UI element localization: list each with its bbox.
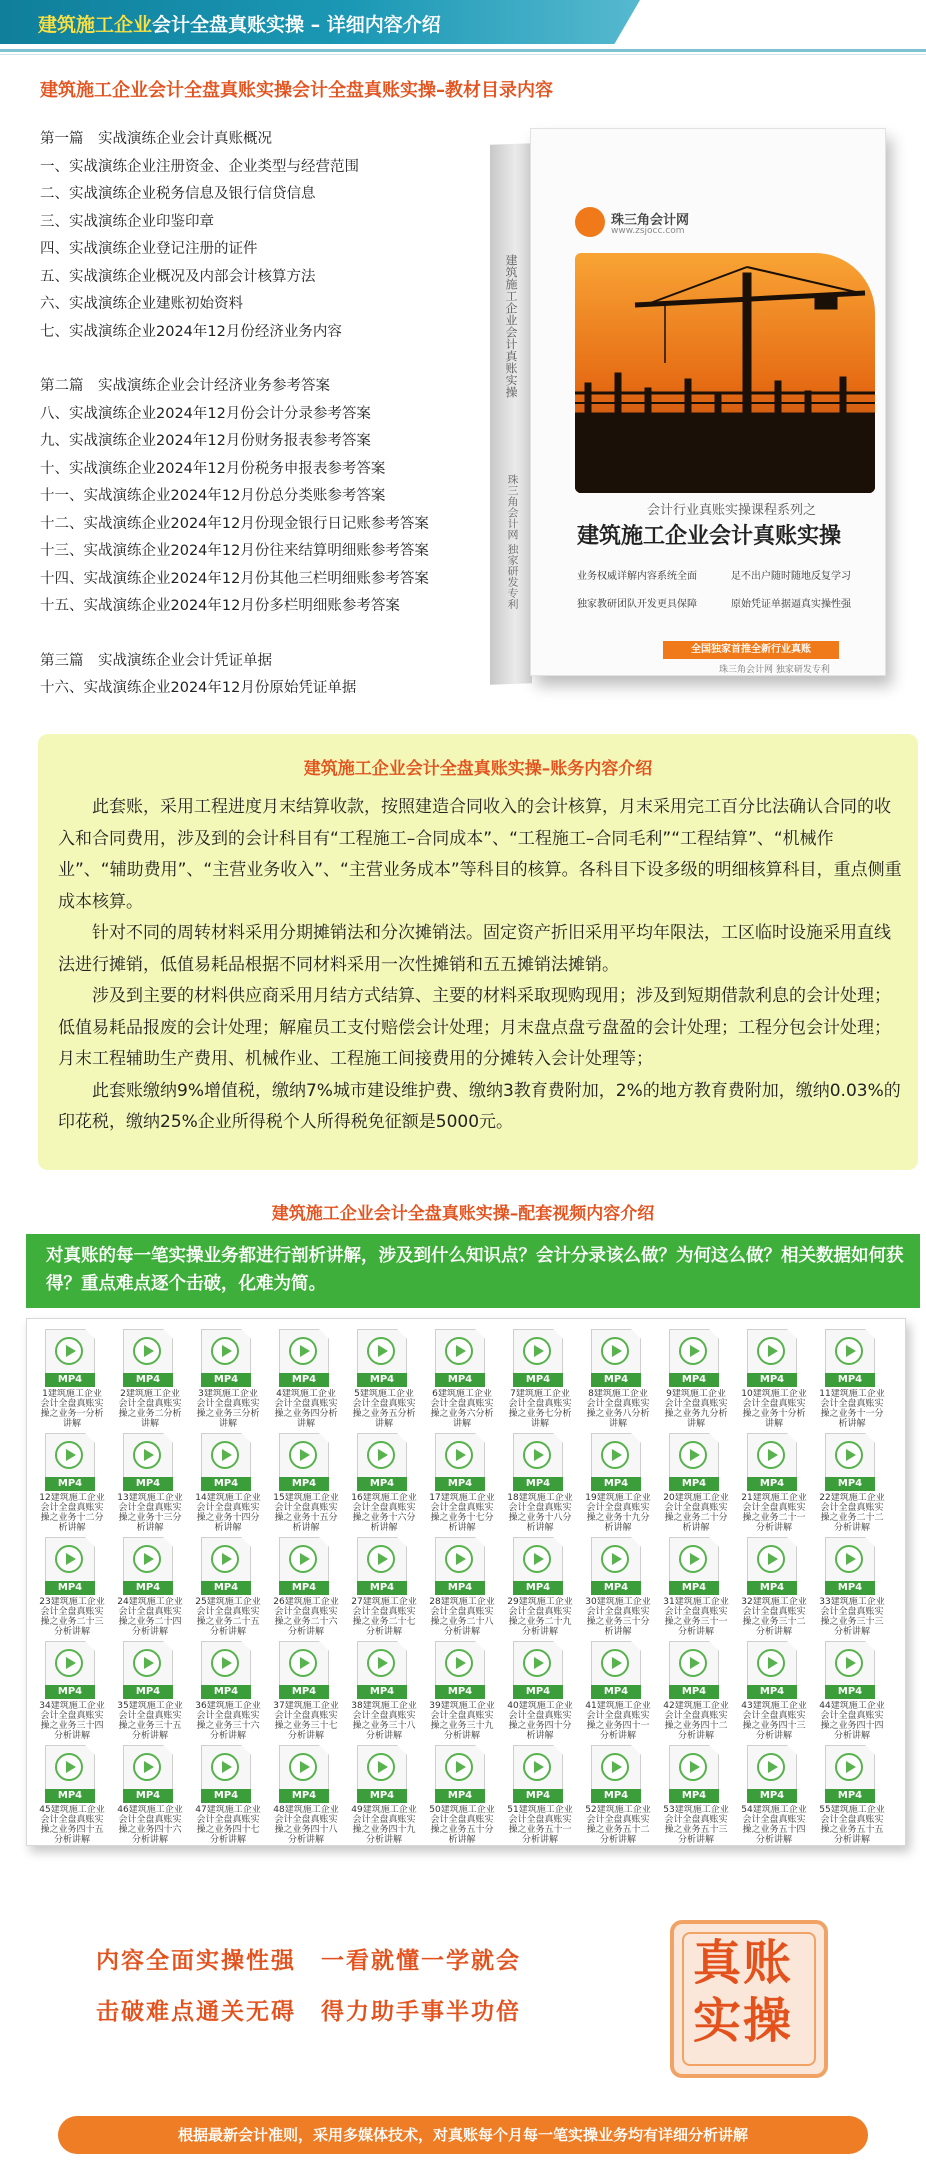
video-file-item[interactable] xyxy=(345,1433,423,1537)
file-type-tag: MP4 xyxy=(357,1789,407,1803)
video-file-name: 25建筑施工企业会计全盘真账实操之业务二十五分析讲解 xyxy=(195,1597,261,1637)
video-file-name: 43建筑施工企业会计全盘真账实操之业务四十三分析讲解 xyxy=(741,1701,807,1741)
file-type-tag: MP4 xyxy=(435,1477,485,1491)
video-file-name: 46建筑施工企业会计全盘真账实操之业务四十六分析讲解 xyxy=(117,1805,183,1845)
video-file-item[interactable] xyxy=(501,1641,579,1745)
video-file-name: 47建筑施工企业会计全盘真账实操之业务四十七分析讲解 xyxy=(195,1805,261,1845)
video-file-item[interactable] xyxy=(423,1745,501,1849)
video-file-name: 18建筑施工企业会计全盘真账实操之业务十八分析讲解 xyxy=(507,1493,573,1533)
video-file-item[interactable] xyxy=(735,1433,813,1537)
play-icon xyxy=(757,1753,785,1781)
video-file-name: 33建筑施工企业会计全盘真账实操之业务三十三分析讲解 xyxy=(819,1597,885,1637)
video-file-name: 26建筑施工企业会计全盘真账实操之业务二十六分析讲解 xyxy=(273,1597,339,1637)
video-file-name: 34建筑施工企业会计全盘真账实操之业务三十四分析讲解 xyxy=(39,1701,105,1741)
file-type-tag: MP4 xyxy=(435,1685,485,1699)
file-type-tag: MP4 xyxy=(513,1789,563,1803)
video-file-name: 20建筑施工企业会计全盘真账实操之业务二十分析讲解 xyxy=(663,1493,729,1533)
video-file-item[interactable] xyxy=(267,1433,345,1537)
page-header xyxy=(0,0,926,56)
spine-title: 建筑施工企业会计真账实操 xyxy=(504,253,518,399)
toc-part-heading: 第三篇 实战演练企业会计凭证单据 xyxy=(40,652,272,669)
play-icon xyxy=(55,1545,83,1573)
toc-item: 十、实战演练企业2024年12月份税务申报表参考答案 xyxy=(40,460,386,477)
play-icon xyxy=(367,1753,395,1781)
video-file-item[interactable] xyxy=(267,1537,345,1641)
file-type-tag: MP4 xyxy=(591,1477,641,1491)
file-type-tag: MP4 xyxy=(825,1477,875,1491)
bottom-banner xyxy=(58,2116,868,2154)
video-file-name: 55建筑施工企业会计全盘真账实操之业务五十五分析讲解 xyxy=(819,1805,885,1845)
play-icon xyxy=(211,1337,239,1365)
toc-item: 十二、实战演练企业2024年12月份现金银行日记账参考答案 xyxy=(40,515,429,532)
video-file-name: 14建筑施工企业会计全盘真账实操之业务十四分析讲解 xyxy=(195,1493,261,1533)
video-file-name: 39建筑施工企业会计全盘真账实操之业务三十九分析讲解 xyxy=(429,1701,495,1741)
play-icon xyxy=(445,1441,473,1469)
play-icon xyxy=(523,1649,551,1677)
video-file-item[interactable] xyxy=(657,1745,735,1849)
video-file-item[interactable] xyxy=(345,1641,423,1745)
video-file-name: 49建筑施工企业会计全盘真账实操之业务四十九分析讲解 xyxy=(351,1805,417,1845)
file-type-tag: MP4 xyxy=(825,1373,875,1387)
play-icon xyxy=(679,1545,707,1573)
play-icon xyxy=(133,1753,161,1781)
file-type-tag: MP4 xyxy=(669,1373,719,1387)
video-file-name: 4建筑施工企业会计全盘真账实操之业务四分析讲解 xyxy=(274,1389,338,1429)
toc-item: 十四、实战演练企业2024年12月份其他三栏明细账参考答案 xyxy=(40,570,429,587)
file-type-tag: MP4 xyxy=(357,1685,407,1699)
video-file-item[interactable] xyxy=(501,1537,579,1641)
video-file-name: 7建筑施工企业会计全盘真账实操之业务七分析讲解 xyxy=(508,1389,572,1429)
video-file-item[interactable] xyxy=(813,1537,891,1641)
video-file-name: 32建筑施工企业会计全盘真账实操之业务三十二分析讲解 xyxy=(741,1597,807,1637)
slogan-line-1: 内容全面实操性强 一看就懂一学就会 xyxy=(96,1948,521,1974)
video-file-name: 10建筑施工企业会计全盘真账实操之业务十分析讲解 xyxy=(741,1389,807,1429)
video-file-item[interactable] xyxy=(579,1641,657,1745)
play-icon xyxy=(835,1337,863,1365)
file-type-tag: MP4 xyxy=(513,1685,563,1699)
play-icon xyxy=(289,1753,317,1781)
video-file-item[interactable] xyxy=(33,1745,111,1849)
toc-item: 十一、实战演练企业2024年12月份总分类账参考答案 xyxy=(40,488,386,504)
file-type-tag: MP4 xyxy=(357,1373,407,1387)
play-icon xyxy=(601,1545,629,1573)
file-type-tag: MP4 xyxy=(747,1685,797,1699)
toc-item: 四、实战演练企业登记注册的证件 xyxy=(40,241,258,257)
video-file-name: 2建筑施工企业会计全盘真账实操之业务二分析讲解 xyxy=(118,1389,182,1429)
play-icon xyxy=(523,1441,551,1469)
toc-gap xyxy=(40,346,480,373)
video-file-item[interactable] xyxy=(267,1641,345,1745)
video-file-item[interactable] xyxy=(657,1329,735,1433)
toc-section-title: 建筑施工企业会计全盘真账实操会计全盘真账实操–教材目录内容 xyxy=(40,80,553,101)
header-title xyxy=(38,10,441,37)
video-file-item[interactable] xyxy=(345,1329,423,1433)
header-title-accent: 建筑施工企业 xyxy=(38,14,153,36)
video-file-name: 9建筑施工企业会计全盘真账实操之业务九分析讲解 xyxy=(664,1389,728,1429)
file-type-tag: MP4 xyxy=(357,1581,407,1595)
play-icon xyxy=(757,1441,785,1469)
file-type-tag: MP4 xyxy=(279,1685,329,1699)
play-icon xyxy=(523,1753,551,1781)
play-icon xyxy=(133,1649,161,1677)
logo-name: 珠三角会计网 xyxy=(611,213,690,228)
video-file-item[interactable] xyxy=(735,1329,813,1433)
video-file-name: 40建筑施工企业会计全盘真账实操之业务四十分析讲解 xyxy=(507,1701,573,1741)
play-icon xyxy=(601,1337,629,1365)
video-file-name: 28建筑施工企业会计全盘真账实操之业务二十八分析讲解 xyxy=(429,1597,495,1637)
book-feature: 业务权威详解内容系统全面 xyxy=(577,571,697,582)
video-file-item[interactable] xyxy=(579,1329,657,1433)
video-file-item[interactable] xyxy=(579,1433,657,1537)
file-type-tag: MP4 xyxy=(357,1477,407,1491)
file-type-tag: MP4 xyxy=(201,1477,251,1491)
spine-brand: 珠三角会计网 独家研发专利 xyxy=(506,473,519,610)
video-file-item[interactable] xyxy=(735,1745,813,1849)
header-title-rest: 会计全盘真账实操 – 详细内容介绍 xyxy=(152,14,441,36)
file-type-tag: MP4 xyxy=(747,1477,797,1491)
file-type-tag: MP4 xyxy=(279,1373,329,1387)
book-cover xyxy=(530,128,886,676)
video-file-item[interactable] xyxy=(111,1329,189,1433)
video-file-name: 48建筑施工企业会计全盘真账实操之业务四十八分析讲解 xyxy=(273,1805,339,1845)
toc-item: 三、实战演练企业印鉴印章 xyxy=(40,213,214,230)
stamp-text: 真账实操 xyxy=(692,1935,793,2049)
video-file-item[interactable] xyxy=(189,1537,267,1641)
file-type-tag: MP4 xyxy=(513,1373,563,1387)
video-file-name: 29建筑施工企业会计全盘真账实操之业务二十九分析讲解 xyxy=(507,1597,573,1637)
toc-part-heading: 第一篇 实战演练企业会计真账概况 xyxy=(40,131,272,147)
play-icon xyxy=(289,1441,317,1469)
video-file-item[interactable] xyxy=(657,1537,735,1641)
play-icon xyxy=(55,1441,83,1469)
video-file-name: 44建筑施工企业会计全盘真账实操之业务四十四分析讲解 xyxy=(819,1701,885,1741)
video-file-name: 53建筑施工企业会计全盘真账实操之业务五十三分析讲解 xyxy=(663,1805,729,1845)
play-icon xyxy=(835,1545,863,1573)
file-type-tag: MP4 xyxy=(825,1685,875,1699)
play-icon xyxy=(55,1753,83,1781)
play-icon xyxy=(367,1649,395,1677)
video-file-item[interactable] xyxy=(501,1745,579,1849)
video-file-name: 42建筑施工企业会计全盘真账实操之业务四十二分析讲解 xyxy=(663,1701,729,1741)
book-feature: 独家教研团队开发更具保障 xyxy=(577,599,697,610)
play-icon xyxy=(55,1649,83,1677)
book-illustration xyxy=(490,128,890,686)
book-feature: 原始凭证单据逼真实操性强 xyxy=(731,599,851,610)
file-type-tag: MP4 xyxy=(591,1789,641,1803)
video-file-name: 45建筑施工企业会计全盘真账实操之业务四十五分析讲解 xyxy=(39,1805,105,1845)
file-type-tag: MP4 xyxy=(435,1581,485,1595)
video-file-name: 21建筑施工企业会计全盘真账实操之业务二十一分析讲解 xyxy=(741,1493,807,1533)
video-file-name: 11建筑施工企业会计全盘真账实操之业务十一分析讲解 xyxy=(819,1389,885,1429)
play-icon xyxy=(211,1545,239,1573)
toc-part-heading: 第二篇 实战演练企业会计经济业务参考答案 xyxy=(40,378,330,394)
video-file-name: 38建筑施工企业会计全盘真账实操之业务三十八分析讲解 xyxy=(351,1701,417,1741)
file-type-tag: MP4 xyxy=(279,1477,329,1491)
video-file-name: 30建筑施工企业会计全盘真账实操之业务三十分析讲解 xyxy=(585,1597,651,1637)
video-file-name: 6建筑施工企业会计全盘真账实操之业务六分析讲解 xyxy=(430,1389,494,1429)
play-icon xyxy=(679,1649,707,1677)
play-icon xyxy=(835,1753,863,1781)
video-file-item[interactable] xyxy=(345,1745,423,1849)
video-file-item[interactable] xyxy=(189,1329,267,1433)
video-file-name: 36建筑施工企业会计全盘真账实操之业务三十六分析讲解 xyxy=(195,1701,261,1741)
play-icon xyxy=(679,1337,707,1365)
account-intro-body xyxy=(58,792,902,1139)
video-file-item[interactable] xyxy=(423,1433,501,1537)
file-type-tag: MP4 xyxy=(591,1685,641,1699)
video-file-item[interactable] xyxy=(111,1537,189,1641)
toc-gap xyxy=(40,621,480,648)
file-type-tag: MP4 xyxy=(45,1685,95,1699)
play-icon xyxy=(445,1753,473,1781)
file-type-tag: MP4 xyxy=(123,1581,173,1595)
file-type-tag: MP4 xyxy=(279,1581,329,1595)
video-file-name: 23建筑施工企业会计全盘真账实操之业务二十三分析讲解 xyxy=(39,1597,105,1637)
crane-silhouette-icon xyxy=(575,253,875,493)
file-type-tag: MP4 xyxy=(513,1477,563,1491)
video-file-name: 13建筑施工企业会计全盘真账实操之业务十三分析讲解 xyxy=(117,1493,183,1533)
video-file-name: 52建筑施工企业会计全盘真账实操之业务五十二分析讲解 xyxy=(585,1805,651,1845)
video-file-name: 17建筑施工企业会计全盘真账实操之业务十七分析讲解 xyxy=(429,1493,495,1533)
toc-item: 十五、实战演练企业2024年12月份多栏明细账参考答案 xyxy=(40,598,400,614)
account-intro-title: 建筑施工企业会计全盘真账实操–账务内容介绍 xyxy=(303,759,653,779)
video-file-item[interactable] xyxy=(33,1641,111,1745)
video-file-item[interactable] xyxy=(267,1745,345,1849)
video-file-name: 50建筑施工企业会计全盘真账实操之业务五十分析讲解 xyxy=(429,1805,495,1845)
file-type-tag: MP4 xyxy=(669,1581,719,1595)
file-type-tag: MP4 xyxy=(123,1685,173,1699)
table-of-contents xyxy=(40,126,480,703)
video-file-item[interactable] xyxy=(813,1329,891,1433)
file-type-tag: MP4 xyxy=(747,1373,797,1387)
toc-item: 五、实战演练企业概况及内部会计核算方法 xyxy=(40,268,316,285)
video-file-item[interactable] xyxy=(33,1433,111,1537)
video-file-item[interactable] xyxy=(33,1329,111,1433)
play-icon xyxy=(133,1337,161,1365)
video-file-item[interactable] xyxy=(657,1641,735,1745)
file-type-tag: MP4 xyxy=(669,1477,719,1491)
video-file-item[interactable] xyxy=(345,1537,423,1641)
video-file-item[interactable] xyxy=(423,1537,501,1641)
video-file-name: 37建筑施工企业会计全盘真账实操之业务三十七分析讲解 xyxy=(273,1701,339,1741)
file-type-tag: MP4 xyxy=(45,1477,95,1491)
play-icon xyxy=(367,1545,395,1573)
file-type-tag: MP4 xyxy=(435,1373,485,1387)
book-feature: 足不出户随时随地反复学习 xyxy=(731,571,851,582)
video-file-name: 15建筑施工企业会计全盘真账实操之业务十五分析讲解 xyxy=(273,1493,339,1533)
video-file-name: 35建筑施工企业会计全盘真账实操之业务三十五分析讲解 xyxy=(117,1701,183,1741)
file-type-tag: MP4 xyxy=(669,1789,719,1803)
video-file-name: 22建筑施工企业会计全盘真账实操之业务二十二分析讲解 xyxy=(819,1493,885,1533)
file-type-tag: MP4 xyxy=(123,1373,173,1387)
book-feature-bar: 全国独家首推全新行业真账 xyxy=(663,641,839,659)
logo-url: www.zsjocc.com xyxy=(611,226,685,236)
video-file-name: 51建筑施工企业会计全盘真账实操之业务五十一分析讲解 xyxy=(507,1805,573,1845)
play-icon xyxy=(757,1649,785,1677)
video-file-name: 12建筑施工企业会计全盘真账实操之业务十二分析讲解 xyxy=(39,1493,105,1533)
file-type-tag: MP4 xyxy=(201,1581,251,1595)
video-file-item[interactable] xyxy=(111,1745,189,1849)
video-file-item[interactable] xyxy=(189,1745,267,1849)
play-icon xyxy=(445,1545,473,1573)
play-icon xyxy=(835,1649,863,1677)
play-icon xyxy=(757,1337,785,1365)
video-file-item[interactable] xyxy=(735,1537,813,1641)
video-intro-banner xyxy=(26,1234,920,1308)
video-file-item[interactable] xyxy=(501,1329,579,1433)
video-file-name: 8建筑施工企业会计全盘真账实操之业务八分析讲解 xyxy=(586,1389,650,1429)
file-type-tag: MP4 xyxy=(825,1789,875,1803)
header-divider xyxy=(0,49,926,52)
play-icon xyxy=(211,1649,239,1677)
video-file-item[interactable] xyxy=(735,1641,813,1745)
play-icon xyxy=(523,1337,551,1365)
account-intro-panel xyxy=(38,734,918,1170)
video-file-item[interactable] xyxy=(111,1641,189,1745)
file-type-tag: MP4 xyxy=(123,1789,173,1803)
file-type-tag: MP4 xyxy=(747,1581,797,1595)
video-file-name: 41建筑施工企业会计全盘真账实操之业务四十一分析讲解 xyxy=(585,1701,651,1741)
play-icon xyxy=(367,1337,395,1365)
video-file-panel xyxy=(26,1318,906,1846)
file-type-tag: MP4 xyxy=(513,1581,563,1595)
header-divider-thin xyxy=(0,54,926,55)
bottom-banner-text: 根据最新会计准则，采用多媒体技术，对真账每个月每一笔实操业务均有详细分析讲解 xyxy=(177,2126,748,2144)
play-icon xyxy=(757,1545,785,1573)
file-type-tag: MP4 xyxy=(201,1789,251,1803)
video-file-name: 3建筑施工企业会计全盘真账实操之业务三分析讲解 xyxy=(196,1389,260,1429)
toc-item: 七、实战演练企业2024年12月份经济业务内容 xyxy=(40,323,342,340)
file-type-tag: MP4 xyxy=(591,1581,641,1595)
video-file-item[interactable] xyxy=(33,1537,111,1641)
video-file-name: 24建筑施工企业会计全盘真账实操之业务二十四分析讲解 xyxy=(117,1597,183,1637)
intro-paragraph: 此套账缴纳9%增值税，缴纳7%城市建设维护费、缴纳3教育费附加，2%的地方教育费附加，缴纳0.03%的印花税，缴纳25%企业所得税个人所得税免征额是5000元。 xyxy=(58,1080,901,1132)
play-icon xyxy=(679,1753,707,1781)
play-icon xyxy=(445,1649,473,1677)
book-spine xyxy=(490,143,532,684)
toc-item: 一、实战演练企业注册资金、企业类型与经营范围 xyxy=(40,158,359,175)
intro-paragraph: 涉及到主要的材料供应商采用月结方式结算、主要的材料采取现购现用；涉及到短期借款利息的会计处理；低值易耗品报废的会计处理；解雇员工支付赔偿会计处理；月末盘点盘亏盘盈的会计处理；工程分包会计处理；月末工程辅助生产费用、机械作业、工程施工间接费用的分摊转入会计处理等； xyxy=(58,986,891,1069)
file-type-tag: MP4 xyxy=(123,1477,173,1491)
file-type-tag: MP4 xyxy=(435,1789,485,1803)
play-icon xyxy=(679,1441,707,1469)
play-icon xyxy=(133,1441,161,1469)
play-icon xyxy=(523,1545,551,1573)
intro-paragraph: 此套账，采用工程进度月末结算收款，按照建造合同收入的会计核算，月末采用完工百分比法确认合同的收入和合同费用，涉及到的会计科目有“工程施工–合同成本”、“工程施工–合同毛利”“工程结算”、“机械作业”、“辅助费用”、“主营业务收入”、“主营业务成本”等科目的核算。各科目下设多级的明细核算科目，重点侧重成本核算。 xyxy=(58,797,902,912)
file-type-tag: MP4 xyxy=(825,1581,875,1595)
video-file-name: 1建筑施工企业会计全盘真账实操之业务一分析讲解 xyxy=(40,1389,104,1429)
construction-crane-image xyxy=(575,253,875,493)
video-file-item[interactable] xyxy=(423,1641,501,1745)
play-icon xyxy=(289,1337,317,1365)
video-file-item[interactable] xyxy=(579,1537,657,1641)
play-icon xyxy=(601,1441,629,1469)
file-type-tag: MP4 xyxy=(747,1789,797,1803)
video-file-name: 27建筑施工企业会计全盘真账实操之业务二十七分析讲解 xyxy=(351,1597,417,1637)
file-type-tag: MP4 xyxy=(45,1789,95,1803)
file-type-tag: MP4 xyxy=(45,1581,95,1595)
video-file-item[interactable] xyxy=(813,1433,891,1537)
play-icon xyxy=(211,1753,239,1781)
video-file-item[interactable] xyxy=(189,1433,267,1537)
video-file-item[interactable] xyxy=(267,1329,345,1433)
video-file-item[interactable] xyxy=(423,1329,501,1433)
toc-item: 六、实战演练企业建账初始资料 xyxy=(40,296,243,312)
video-file-item[interactable] xyxy=(111,1433,189,1537)
toc-item: 十三、实战演练企业2024年12月份往来结算明细账参考答案 xyxy=(40,543,429,559)
play-icon xyxy=(835,1441,863,1469)
video-file-item[interactable] xyxy=(813,1745,891,1849)
video-file-item[interactable] xyxy=(501,1433,579,1537)
video-file-name: 19建筑施工企业会计全盘真账实操之业务十九分析讲解 xyxy=(585,1493,651,1533)
video-file-name: 54建筑施工企业会计全盘真账实操之业务五十四分析讲解 xyxy=(741,1805,807,1845)
file-type-tag: MP4 xyxy=(45,1373,95,1387)
file-type-tag: MP4 xyxy=(591,1373,641,1387)
intro-paragraph: 针对不同的周转材料采用分期摊销法和分次摊销法。固定资产折旧采用平均年限法，工区临时设施采用直线法进行摊销，低值易耗品根据不同材料采用一次性摊销和五五摊销法摊销。 xyxy=(58,923,891,975)
book-series: 会计行业真账实操课程系列之 xyxy=(647,503,817,518)
video-file-name: 5建筑施工企业会计全盘真账实操之业务五分析讲解 xyxy=(352,1389,416,1429)
file-type-tag: MP4 xyxy=(669,1685,719,1699)
play-icon xyxy=(445,1337,473,1365)
slogan-line-2: 击破难点通关无碍 得力助手事半功倍 xyxy=(96,1999,521,2025)
book-cover-foot: 珠三角会计网 独家研发专利 xyxy=(719,665,830,675)
file-type-tag: MP4 xyxy=(279,1789,329,1803)
video-file-item[interactable] xyxy=(813,1641,891,1745)
toc-item: 八、实战演练企业2024年12月份会计分录参考答案 xyxy=(40,405,371,422)
play-icon xyxy=(601,1753,629,1781)
video-file-item[interactable] xyxy=(189,1641,267,1745)
toc-item: 二、实战演练企业税务信息及银行信贷信息 xyxy=(40,186,316,202)
file-type-tag: MP4 xyxy=(201,1373,251,1387)
play-icon xyxy=(55,1337,83,1365)
video-file-name: 16建筑施工企业会计全盘真账实操之业务十六分析讲解 xyxy=(351,1493,417,1533)
logo-icon xyxy=(575,207,605,237)
play-icon xyxy=(601,1649,629,1677)
file-type-tag: MP4 xyxy=(201,1685,251,1699)
video-intro-text: 对真账的每一笔实操业务都进行剖析讲解，涉及到什么知识点？会计分录该么做？为何这么做？相关数据如何获得？重点难点逐个击破，化难为简。 xyxy=(46,1246,904,1294)
toc-item: 十六、实战演练企业2024年12月份原始凭证单据 xyxy=(40,680,357,696)
play-icon xyxy=(133,1545,161,1573)
play-icon xyxy=(211,1441,239,1469)
video-grid xyxy=(33,1329,899,1849)
video-file-item[interactable] xyxy=(657,1433,735,1537)
play-icon xyxy=(367,1441,395,1469)
video-file-item[interactable] xyxy=(579,1745,657,1849)
play-icon xyxy=(289,1649,317,1677)
real-account-stamp xyxy=(670,1920,828,2078)
toc-item: 九、实战演练企业2024年12月份财务报表参考答案 xyxy=(40,433,371,449)
book-title: 建筑施工企业会计真账实操 xyxy=(577,524,842,549)
play-icon xyxy=(289,1545,317,1573)
video-file-name: 31建筑施工企业会计全盘真账实操之业务三十一分析讲解 xyxy=(663,1597,729,1637)
video-section-title: 建筑施工企业会计全盘真账实操–配套视频内容介绍 xyxy=(271,1204,655,1224)
